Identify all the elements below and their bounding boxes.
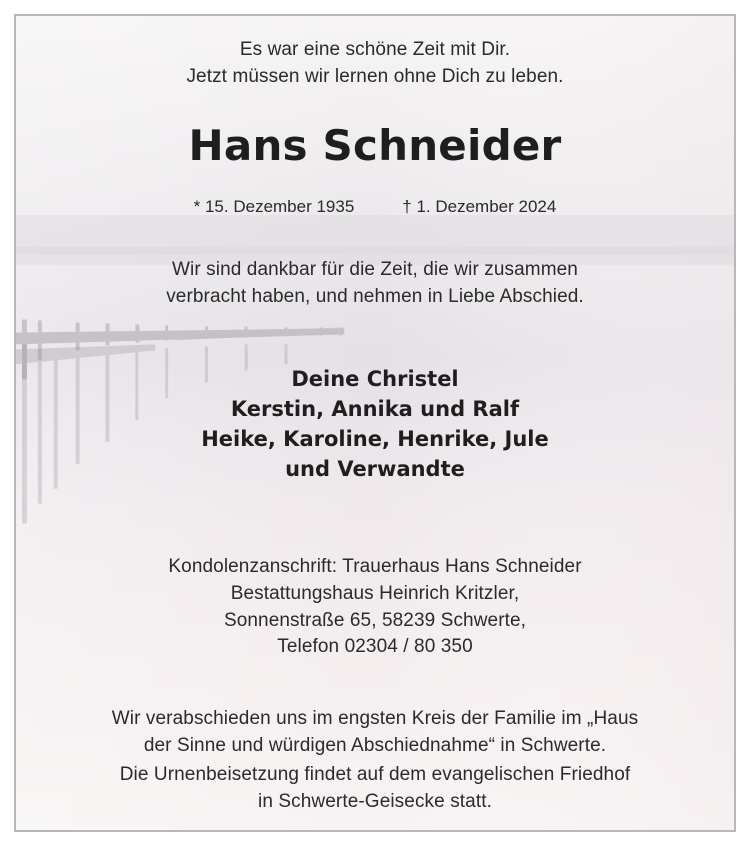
motto-line-1: Es war eine schöne Zeit mit Dir. bbox=[239, 39, 511, 60]
mourner-line: Heike, Karoline, Henrike, Jule bbox=[201, 427, 549, 451]
motto-line-2: Jetzt müssen wir lernen ohne Dich zu leben. bbox=[186, 66, 564, 87]
condolence-address-line-2: Bestattungshaus Heinrich Kritzler, bbox=[230, 583, 520, 604]
burial-line-1: Die Urnenbeisetzung findet auf dem evangelischen Friedhof bbox=[119, 764, 631, 785]
burial-line-2: in Schwerte-Geisecke statt. bbox=[258, 791, 492, 812]
mourner-line: Kerstin, Annika und Ralf bbox=[230, 397, 520, 421]
mourner-line: Deine Christel bbox=[291, 367, 459, 391]
condolence-address-line-1: Kondolenzanschrift: Trauerhaus Hans Schneider bbox=[168, 556, 582, 577]
farewell-line-2: der Sinne und würdigen Abschiednahme“ in Schwerte. bbox=[143, 735, 607, 756]
condolence-phone: Telefon 02304 / 80 350 bbox=[277, 636, 473, 657]
death-date: † 1. Dezember 2024 bbox=[402, 197, 557, 216]
condolence-address-line-3: Sonnenstraße 65, 58239 Schwerte, bbox=[223, 610, 527, 631]
farewell-line-1: Wir verabschieden uns im engsten Kreis der Familie im „Haus bbox=[111, 708, 639, 729]
gratitude-line-1: Wir sind dankbar für die Zeit, die wir zusammen bbox=[172, 259, 578, 280]
notice-content bbox=[16, 16, 734, 830]
gratitude-line-2: verbracht haben, und nehmen in Liebe Abschied. bbox=[166, 286, 584, 307]
deceased-name: Hans Schneider bbox=[188, 121, 562, 170]
notice-frame bbox=[14, 14, 736, 832]
life-dates bbox=[16, 197, 734, 217]
mourner-line: und Verwandte bbox=[285, 457, 465, 481]
birth-date: * 15. Dezember 1935 bbox=[193, 197, 355, 216]
